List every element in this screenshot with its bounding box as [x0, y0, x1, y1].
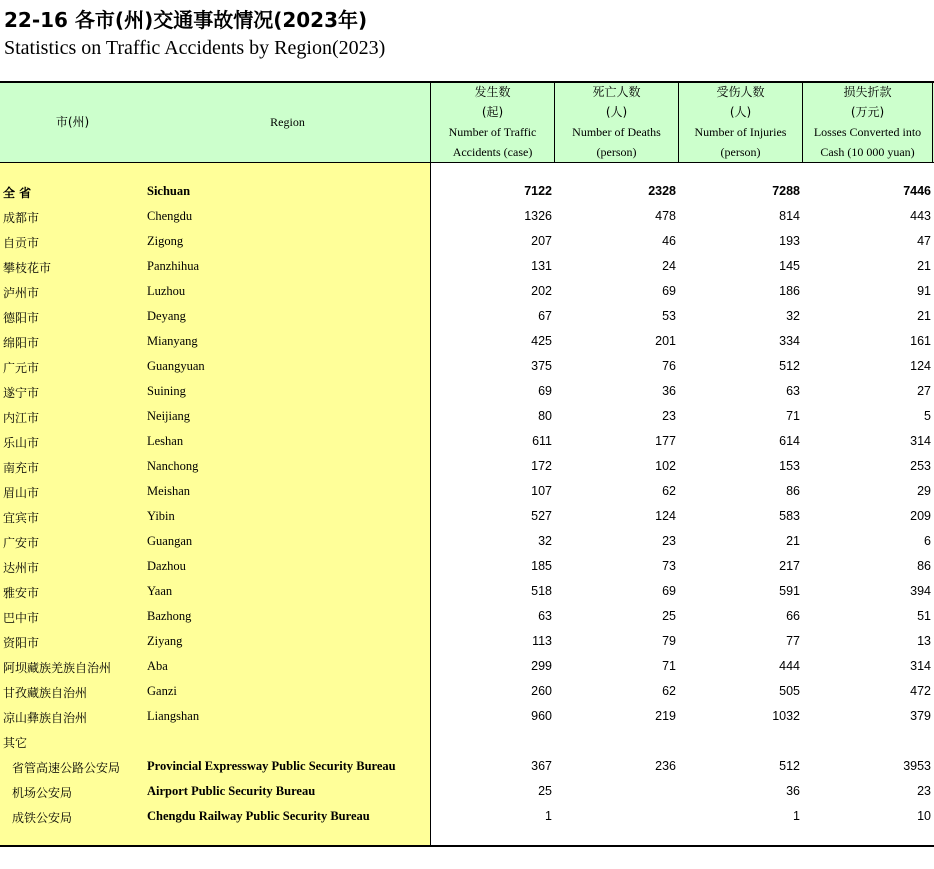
row-deaths: 2328 — [648, 184, 676, 198]
row-injuries: 512 — [779, 759, 800, 773]
row-losses: 314 — [910, 434, 931, 448]
row-losses: 253 — [910, 459, 931, 473]
row-region-cn: 凉山彝族自治州 — [3, 711, 88, 725]
row-deaths: 24 — [662, 259, 676, 273]
row-accidents: 113 — [532, 634, 552, 648]
row-accidents: 960 — [531, 709, 552, 723]
header-losses-en2: Cash (10 000 yuan) — [820, 145, 915, 159]
row-region-cn: 巴中市 — [3, 611, 40, 625]
row-injuries: 217 — [779, 559, 800, 573]
row-losses: 6 — [924, 534, 931, 548]
table-title-chinese: 22-16 各市(州)交通事故情况(2023年) — [4, 8, 368, 32]
row-region-en: Sichuan — [147, 184, 191, 198]
row-injuries: 153 — [779, 459, 800, 473]
table-row — [0, 580, 934, 605]
row-region-cn: 内江市 — [3, 411, 40, 425]
row-accidents: 207 — [531, 234, 552, 248]
table-row — [0, 355, 934, 380]
header-accidents-en2: Accidents (case) — [452, 145, 533, 159]
row-region-en: Meishan — [147, 484, 191, 498]
row-injuries: 71 — [786, 409, 800, 423]
row-accidents: 527 — [531, 509, 552, 523]
header-accidents — [431, 82, 554, 162]
row-region-en: Airport Public Security Bureau — [147, 784, 316, 798]
row-injuries: 77 — [786, 634, 800, 648]
row-region-cn: 乐山市 — [3, 436, 40, 450]
row-deaths: 69 — [662, 284, 676, 298]
row-region-cn: 广元市 — [3, 361, 40, 375]
row-region-cn: 甘孜藏族自治州 — [3, 686, 88, 700]
table-row — [0, 480, 934, 505]
row-region-cn: 遂宁市 — [3, 386, 40, 400]
row-losses: 51 — [917, 609, 931, 623]
header-losses-unit: (万元) — [850, 105, 885, 119]
row-region-en: Deyang — [147, 309, 186, 323]
row-accidents: 518 — [531, 584, 552, 598]
row-region-cn: 全 省 — [3, 186, 32, 200]
table-row — [0, 705, 934, 730]
row-region-en: Bazhong — [147, 609, 192, 623]
row-losses: 21 — [917, 309, 931, 323]
row-losses: 47 — [917, 234, 931, 248]
row-deaths: 102 — [655, 459, 676, 473]
table-row — [0, 505, 934, 530]
row-deaths: 23 — [662, 534, 676, 548]
row-region-cn: 成都市 — [3, 211, 40, 225]
row-accidents: 425 — [531, 334, 552, 348]
row-region-cn: 其它 — [3, 736, 28, 750]
row-deaths: 219 — [655, 709, 676, 723]
row-losses: 13 — [917, 634, 931, 648]
row-region-en: Yaan — [147, 584, 173, 598]
row-accidents: 80 — [538, 409, 552, 423]
row-losses: 10 — [917, 809, 931, 823]
row-losses: 314 — [910, 659, 931, 673]
row-region-cn: 攀枝花市 — [3, 261, 52, 275]
row-region-en: Yibin — [147, 509, 175, 523]
header-region-label: Region — [270, 115, 305, 129]
row-region-cn: 德阳市 — [3, 311, 40, 325]
row-losses: 29 — [917, 484, 931, 498]
row-injuries: 193 — [779, 234, 800, 248]
row-losses: 124 — [910, 359, 931, 373]
header-deaths-cn: 死亡人数 — [592, 85, 641, 99]
row-injuries: 66 — [786, 609, 800, 623]
row-injuries: 32 — [786, 309, 800, 323]
row-accidents: 107 — [531, 484, 552, 498]
row-accidents: 1 — [545, 809, 552, 823]
header-region — [145, 82, 430, 162]
row-losses: 21 — [917, 259, 931, 273]
table-row — [0, 230, 934, 255]
row-region-cn: 资阳市 — [3, 636, 40, 650]
row-deaths: 69 — [662, 584, 676, 598]
row-injuries: 186 — [779, 284, 800, 298]
row-region-cn: 眉山市 — [3, 486, 40, 500]
row-region-en: Chengdu Railway Public Security Bureau — [147, 809, 370, 823]
row-injuries: 583 — [779, 509, 800, 523]
row-losses: 161 — [910, 334, 931, 348]
row-injuries: 7288 — [772, 184, 800, 198]
row-losses: 394 — [910, 584, 931, 598]
table-row — [0, 655, 934, 680]
table-row — [0, 405, 934, 430]
table-bottom-rule — [0, 845, 934, 847]
row-deaths: 201 — [655, 334, 676, 348]
header-losses — [803, 82, 932, 162]
table-row-province-total — [0, 180, 934, 205]
table-row — [0, 380, 934, 405]
row-losses: 23 — [917, 784, 931, 798]
row-deaths: 76 — [662, 359, 676, 373]
row-region-en: Provincial Expressway Public Security Bureau — [147, 759, 396, 773]
row-region-en: Luzhou — [147, 284, 186, 298]
row-deaths: 36 — [662, 384, 676, 398]
row-losses: 27 — [917, 384, 931, 398]
table-row — [0, 530, 934, 555]
row-losses: 472 — [910, 684, 931, 698]
row-region-cn: 南充市 — [3, 461, 40, 475]
row-injuries: 505 — [779, 684, 800, 698]
row-region-en: Leshan — [147, 434, 184, 448]
table-row — [0, 755, 934, 780]
row-region-en: Guangan — [147, 534, 193, 548]
row-accidents: 202 — [531, 284, 552, 298]
header-losses-en1: Losses Converted into — [813, 125, 922, 139]
row-deaths: 478 — [655, 209, 676, 223]
table-row — [0, 430, 934, 455]
row-deaths: 25 — [662, 609, 676, 623]
row-injuries: 1 — [793, 809, 800, 823]
header-accidents-unit: (起) — [481, 105, 504, 119]
row-accidents: 131 — [531, 259, 552, 273]
row-losses: 86 — [917, 559, 931, 573]
row-region-en: Neijiang — [147, 409, 191, 423]
header-injuries-en1: Number of Injuries — [694, 125, 787, 139]
row-losses: 91 — [917, 284, 931, 298]
row-region-cn: 雅安市 — [3, 586, 40, 600]
row-accidents: 63 — [538, 609, 552, 623]
row-region-en: Dazhou — [147, 559, 186, 573]
table-row — [0, 330, 934, 355]
row-region-cn: 宜宾市 — [3, 511, 40, 525]
row-region-cn: 阿坝藏族羌族自治州 — [3, 661, 112, 675]
row-region-en: Liangshan — [147, 709, 200, 723]
row-region-en: Guangyuan — [147, 359, 205, 373]
row-accidents: 611 — [532, 434, 552, 448]
row-accidents: 367 — [531, 759, 552, 773]
row-deaths: 73 — [662, 559, 676, 573]
header-city — [0, 82, 145, 162]
row-accidents: 67 — [538, 309, 552, 323]
row-accidents: 69 — [538, 384, 552, 398]
row-region-en: Aba — [147, 659, 168, 673]
row-region-en: Ganzi — [147, 684, 177, 698]
row-region-en: Panzhihua — [147, 259, 200, 273]
table-row — [0, 555, 934, 580]
row-injuries: 591 — [779, 584, 800, 598]
row-injuries: 63 — [786, 384, 800, 398]
row-deaths: 71 — [662, 659, 676, 673]
row-region-cn: 广安市 — [3, 536, 40, 550]
header-injuries-en2: (person) — [720, 145, 761, 159]
table-row — [0, 280, 934, 305]
row-region-en: Zigong — [147, 234, 184, 248]
row-accidents: 260 — [531, 684, 552, 698]
row-injuries: 512 — [779, 359, 800, 373]
row-accidents: 299 — [531, 659, 552, 673]
row-injuries: 614 — [779, 434, 800, 448]
header-injuries-cn: 受伤人数 — [716, 85, 765, 99]
row-region-cn: 机场公安局 — [12, 786, 73, 800]
row-deaths: 53 — [662, 309, 676, 323]
row-losses: 5 — [924, 409, 931, 423]
header-deaths-en2: (person) — [596, 145, 637, 159]
row-losses: 379 — [910, 709, 931, 723]
row-accidents: 25 — [538, 784, 552, 798]
row-injuries: 814 — [779, 209, 800, 223]
header-deaths-unit: (人) — [605, 105, 628, 119]
table-row — [0, 805, 934, 830]
table-row — [0, 605, 934, 630]
row-injuries: 86 — [786, 484, 800, 498]
table-row — [0, 455, 934, 480]
row-region-cn: 绵阳市 — [3, 336, 40, 350]
header-deaths — [555, 82, 678, 162]
row-losses: 443 — [910, 209, 931, 223]
header-accidents-en1: Number of Traffic — [448, 125, 537, 139]
row-deaths: 62 — [662, 484, 676, 498]
row-deaths: 177 — [655, 434, 676, 448]
row-accidents: 172 — [531, 459, 552, 473]
header-city-label: 市(州) — [55, 115, 90, 129]
table-row — [0, 255, 934, 280]
row-injuries: 21 — [786, 534, 800, 548]
row-accidents: 375 — [531, 359, 552, 373]
header-losses-cn: 损失折款 — [843, 85, 892, 99]
row-losses: 3953 — [903, 759, 931, 773]
header-bottom-rule — [0, 162, 934, 163]
row-deaths: 62 — [662, 684, 676, 698]
row-region-en: Chengdu — [147, 209, 193, 223]
row-accidents: 185 — [531, 559, 552, 573]
row-region-en: Suining — [147, 384, 186, 398]
table-row — [0, 680, 934, 705]
row-region-en: Nanchong — [147, 459, 199, 473]
row-injuries: 1032 — [772, 709, 800, 723]
row-deaths: 236 — [655, 759, 676, 773]
row-region-cn: 达州市 — [3, 561, 40, 575]
header-deaths-en1: Number of Deaths — [572, 125, 661, 139]
row-injuries: 36 — [786, 784, 800, 798]
row-injuries: 334 — [779, 334, 800, 348]
row-deaths: 124 — [655, 509, 676, 523]
header-injuries-unit: (人) — [729, 105, 752, 119]
row-losses: 7446 — [903, 184, 931, 198]
row-region-cn: 泸州市 — [3, 286, 40, 300]
row-accidents: 32 — [538, 534, 552, 548]
row-accidents: 7122 — [524, 184, 552, 198]
row-region-en: Ziyang — [147, 634, 183, 648]
table-row — [0, 780, 934, 805]
table-row — [0, 205, 934, 230]
row-losses: 209 — [910, 509, 931, 523]
row-region-cn: 自贡市 — [3, 236, 40, 250]
row-deaths: 46 — [662, 234, 676, 248]
header-injuries — [679, 82, 802, 162]
column-divider — [932, 81, 933, 162]
table-row — [0, 305, 934, 330]
row-region-cn: 省管高速公路公安局 — [12, 761, 121, 775]
row-accidents: 1326 — [524, 209, 552, 223]
header-accidents-cn: 发生数 — [474, 85, 511, 99]
row-injuries: 145 — [779, 259, 800, 273]
row-region-cn: 成铁公安局 — [12, 811, 73, 825]
table-row — [0, 630, 934, 655]
row-injuries: 444 — [779, 659, 800, 673]
row-region-en: Mianyang — [147, 334, 198, 348]
table-title-english: Statistics on Traffic Accidents by Region(2023) — [4, 37, 386, 59]
row-deaths: 23 — [662, 409, 676, 423]
table-row-others-group — [0, 730, 934, 755]
row-deaths: 79 — [662, 634, 676, 648]
